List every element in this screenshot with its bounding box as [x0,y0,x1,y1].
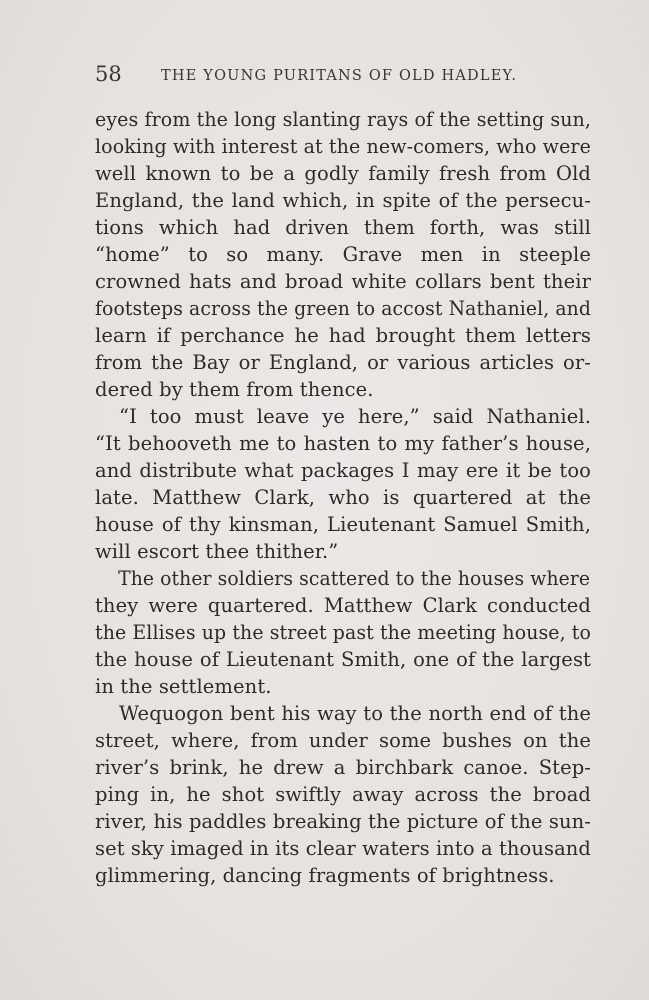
text-line: eyes from the long slanting rays of the setting sun, [95,108,592,131]
text-line: The other soldiers scattered to the houses where [118,567,591,590]
text-line: “I too must leave ye here,” said Nathaniel. [119,405,591,428]
text-line: ping in, he shot swiftly away across the broad [95,783,591,806]
text-line: well known to be a godly family fresh from Old [95,162,591,185]
text-line: they were quartered. Matthew Clark conducted [95,594,591,617]
text-line: “It behooveth me to hasten to my father’s house, [95,432,591,455]
text-line: crowned hats and broad white collars bent their [95,270,591,293]
text-line: learn if perchance he had brought them letters [95,324,591,347]
text-line: the Ellises up the street past the meeting house, to [95,621,591,644]
text-line: river, his paddles breaking the picture of the sun- [95,810,591,833]
text-line: tions which had driven them forth, was still [95,216,591,239]
page-number: 58 [95,62,122,86]
text-line: footsteps across the green to accost Nathaniel, and [95,297,591,320]
text-line: “home” to so many. Grave men in steeple [95,243,591,266]
page-header [95,62,590,90]
text-line: the house of Lieutenant Smith, one of the largest [95,648,591,671]
text-line: England, the land which, in spite of the persecu- [95,189,591,212]
running-title: THE YOUNG PURITANS OF OLD HADLEY. [161,68,518,84]
text-line: house of thy kinsman, Lieutenant Samuel Smith, [95,513,591,536]
text-line: set sky imaged in its clear waters into a thousand [95,837,591,860]
text-line: and distribute what packages I may ere it be too [95,459,591,482]
text-line: river’s brink, he drew a birchbark canoe. Step- [95,756,591,779]
text-line: in the settlement. [95,675,272,698]
text-line: dered by them from thence. [95,378,374,401]
body-text [95,106,591,889]
text-line: from the Bay or England, or various articles or- [95,351,591,374]
text-line: glimmering, dancing fragments of brightness. [95,864,555,887]
text-line: late. Matthew Clark, who is quartered at the [95,486,591,509]
text-line: street, where, from under some bushes on the [95,729,591,752]
text-line: looking with interest at the new-comers, who were [95,135,591,158]
text-line: will escort thee thither.” [95,540,339,563]
text-line: Wequogon bent his way to the north end of the [119,702,591,725]
